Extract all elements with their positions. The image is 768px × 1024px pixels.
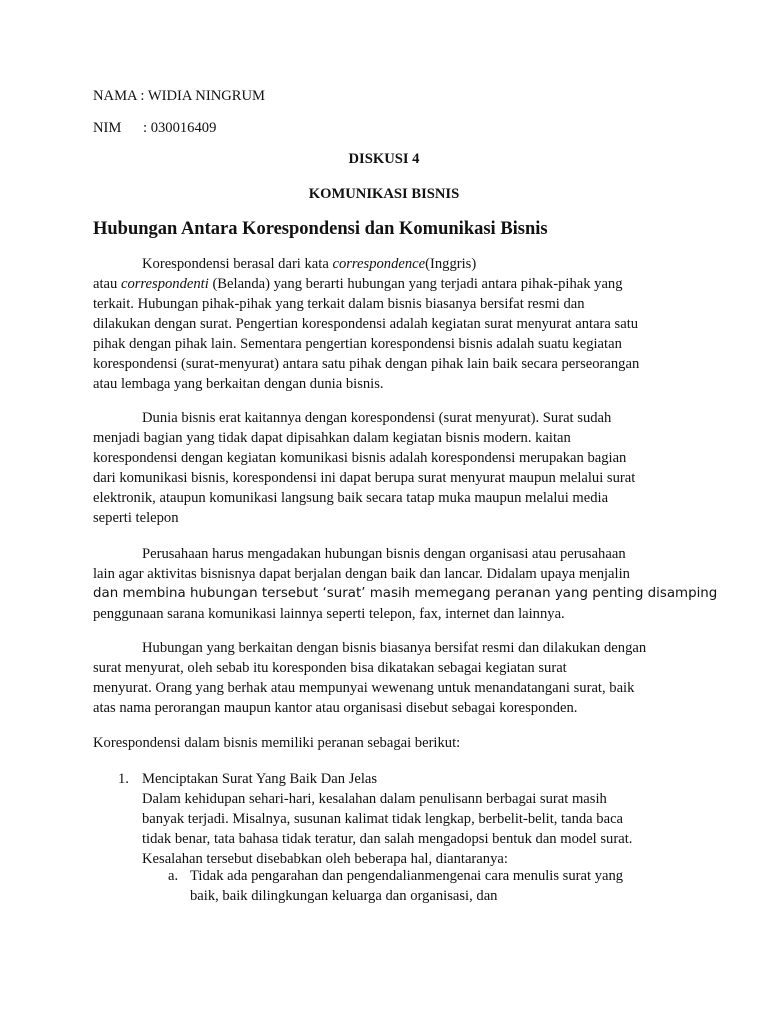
p4-line-1: Hubungan yang berkaitan dengan bisnis biasanya bersifat resmi dan dilakukan dengan — [142, 640, 647, 656]
p3-line-3: dan membina hubungan tersebut ‘surat’ masih memegang peranan yang penting disamping — [93, 586, 718, 601]
p4-line-3: menyurat. Orang yang berhak atau mempunyai wewenang untuk menandatangani surat, baik — [93, 680, 635, 696]
list-line-2: banyak terjadi. Misalnya, susunan kalimat tidak lengkap, berbelit-belit, tanda baca — [142, 811, 624, 827]
p1-line-1 — [142, 254, 476, 274]
subject-title: KOMUNIKASI BISNIS — [308, 186, 460, 202]
p2-line-2: menjadi bagian yang tidak dapat dipisahkan dalam kegiatan bisnis modern. kaitan — [93, 430, 571, 446]
list-item-title: Menciptakan Surat Yang Baik Dan Jelas — [142, 771, 378, 787]
p2-line-4: dari komunikasi bisnis, korespondensi ini dapat berupa surat menyurat maupun melalui surat — [93, 470, 636, 486]
list-number: 1. — [118, 771, 129, 787]
p1-text: (Belanda) yang berarti hubungan yang terjadi antara pihak-pihak yang — [208, 276, 623, 292]
nim-label: NIM — [93, 120, 122, 136]
p3-line-2: lain agar aktivitas bisnisnya dapat berjalan dengan baik dan lancar. Didalam upaya menjalin — [93, 566, 630, 582]
student-name: NAMA : WIDIA NINGRUM — [93, 88, 266, 104]
p1-text: (Inggris) — [425, 256, 477, 272]
p1-line-2 — [93, 274, 623, 294]
list-line-3: tidak benar, tata bahasa tidak teratur, dan salah mengadopsi bentuk dan model surat. — [142, 831, 633, 847]
p3-line-1: Perusahaan harus mengadakan hubungan bisnis dengan organisasi atau perusahaan — [142, 546, 626, 562]
list-line-4: Kesalahan tersebut disebabkan oleh beberapa hal, diantaranya: — [142, 851, 508, 867]
p1-line-3: terkait. Hubungan pihak-pihak yang terkait dalam bisnis biasanya bersifat resmi dan — [93, 296, 585, 312]
p1-line-7: atau lembaga yang berkaitan dengan dunia bisnis. — [93, 376, 384, 392]
p2-line-1: Dunia bisnis erat kaitannya dengan korespondensi (surat menyurat). Surat sudah — [142, 410, 612, 426]
p4-line-2: surat menyurat, oleh sebab itu koresponden bisa dikatakan sebagai kegiatan surat — [93, 660, 567, 676]
section-heading: Hubungan Antara Korespondensi dan Komunikasi Bisnis — [93, 219, 548, 239]
discussion-title: DISKUSI 4 — [348, 151, 420, 167]
p1-line-5: pihak dengan pihak lain. Sementara pengertian korespondensi bisnis adalah suatu kegiatan — [93, 336, 622, 352]
sub-list-line-1: Tidak ada pengarahan dan pengendalianmengenai cara menulis surat yang — [190, 868, 624, 884]
p1-line-4: dilakukan dengan surat. Pengertian korespondensi adalah kegiatan surat menyurat antara satu — [93, 316, 639, 332]
p3-line-4: penggunaan sarana komunikasi lainnya seperti telepon, fax, internet dan lainnya. — [93, 606, 565, 622]
sub-list-line-2: baik, baik dilingkungan keluarga dan organisasi, dan — [190, 888, 498, 904]
nim-value: : 030016409 — [143, 120, 217, 136]
p1-italic-term: correspondenti — [120, 276, 209, 292]
p2-line-3: korespondensi dengan kegiatan komunikasi bisnis adalah korespondensi merupakan bagian — [93, 450, 627, 466]
sub-list-marker: a. — [168, 868, 179, 884]
list-line-1: Dalam kehidupan sehari-hari, kesalahan dalam penulisann berbagai surat masih — [142, 791, 607, 807]
p1-italic-term: correspondence — [332, 256, 426, 272]
p2-line-5: elektronik, ataupun komunikasi langsung baik secara tatap muka maupun melalui media — [93, 490, 609, 506]
p5-line-1: Korespondensi dalam bisnis memiliki peranan sebagai berikut: — [93, 735, 461, 751]
p1-text: atau — [93, 276, 121, 292]
student-id — [93, 118, 393, 138]
p2-line-6: seperti telepon — [93, 510, 179, 526]
p1-text: Korespondensi berasal dari kata — [142, 256, 333, 272]
p4-line-4: atas nama perorangan maupun kantor atau organisasi disebut sebagai koresponden. — [93, 700, 578, 716]
p1-line-6: korespondensi (surat-menyurat) antara satu pihak dengan pihak lain baik secara perseorangan — [93, 356, 640, 372]
